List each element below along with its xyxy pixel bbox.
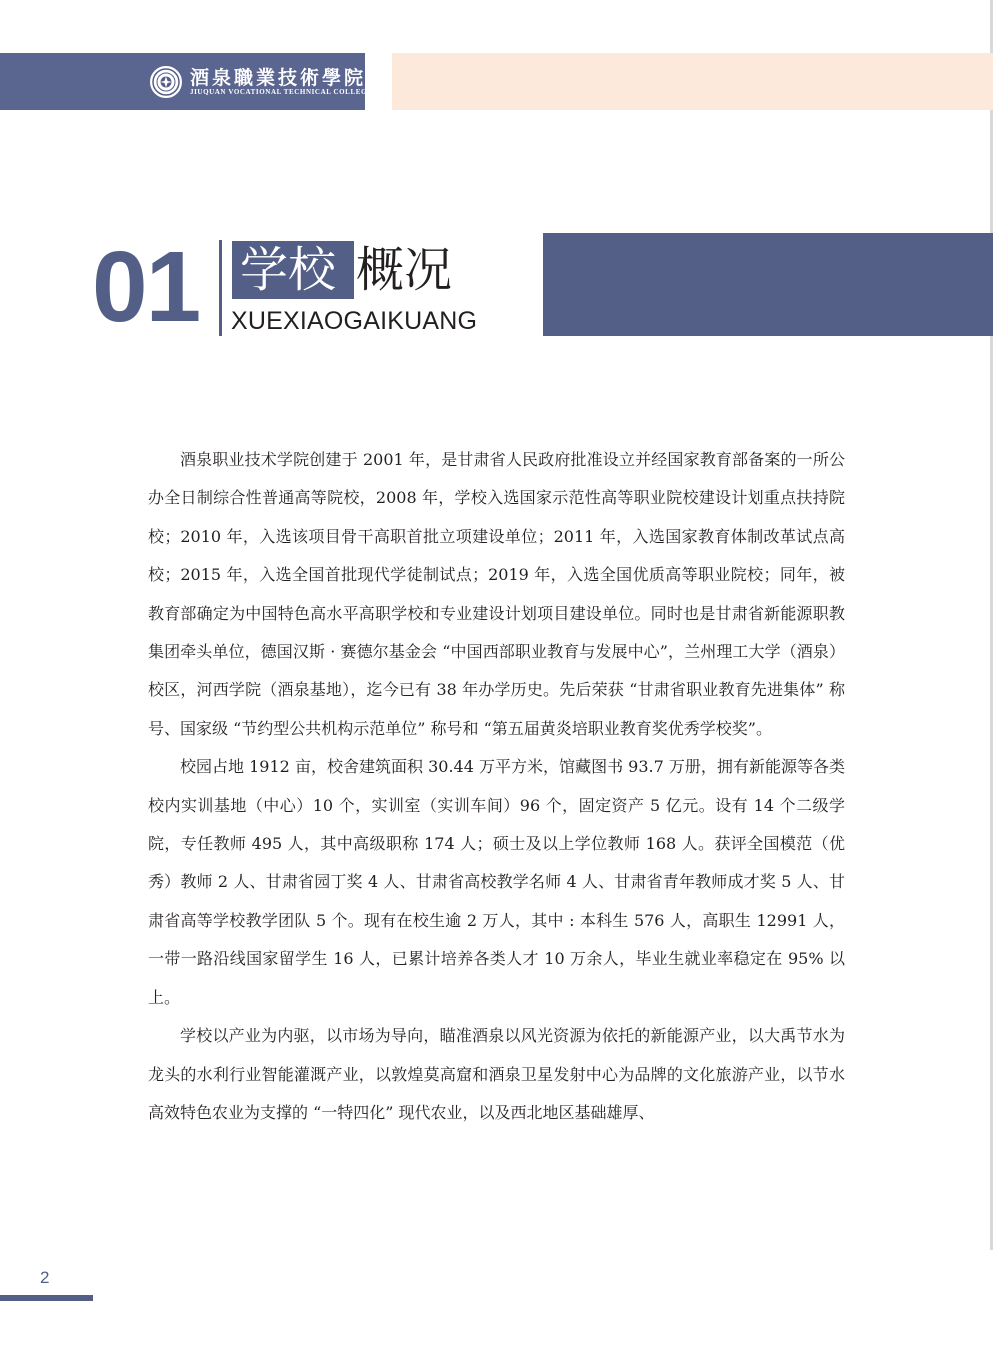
school-name-english: JIUQUAN VOCATIONAL TECHNICAL COLLEGE (190, 88, 373, 96)
header-accent-band (392, 53, 993, 110)
section-title-highlight: 学校 (240, 242, 337, 298)
page-number-bar (0, 1295, 93, 1301)
school-name-logo: 酒泉職業技術學院 (190, 67, 367, 89)
paragraph: 校园占地 1912 亩，校舍建筑面积 30.44 万平方米，馆藏图书 93.7 万册，拥有新能源等各类校内实训基地（中心）10 个，实训室（实训车间）96 个，固定资产 5 亿元。设有 14 个二级学院，专任教师 495 人，其中高级职称 174 人；硕士及以上学位教师 168 人。获评全国模范（优秀）教师 2 人、甘肃省园丁奖 4 人、甘肃省高校教学名师 4 人、甘肃省青年教师成才奖 5 人、甘肃省高等学校教学团队 5 个。现有在校生逾 2 万人，其中 : 本科生 576 人，高职生 12991 人，一带一路沿线国家留学生 16 人，已累计培养各类人才 10 万余人，毕业生就业率稳定在 95% 以上。 (148, 757, 845, 1007)
page-number: 2 (40, 1268, 50, 1287)
body-text (148, 441, 845, 1132)
section-title: 概况 (356, 242, 453, 298)
chapter-divider (219, 240, 222, 336)
school-seal-icon (150, 66, 182, 98)
paragraph: 酒泉职业技术学院创建于 2001 年，是甘肃省人民政府批准设立并经国家教育部备案的一所公办全日制综合性普通高等院校，2008 年，学校入选国家示范性高等职业院校建设计划重点扶持院校；2010 年，入选该项目骨干高职首批立项建设单位；2011 年，入选国家教育体制改革试点高校；2015 年，入选全国首批现代学徒制试点；2019 年，入选全国优质高等职业院校；同年，被教育部确定为中国特色高水平高职学校和专业建设计划项目建设单位。同时也是甘肃省新能源职教集团牵头单位，德国汉斯 · 赛德尔基金会 “中国西部职业教育与发展中心”，兰州理工大学（酒泉）校区，河西学院（酒泉基地），迄今已有 38 年办学历史。先后荣获 “甘肃省职业教育先进集体” 称号、国家级 “节约型公共机构示范单位” 称号和 “第五届黄炎培职业教育奖优秀学校奖”。 (148, 450, 845, 738)
section-title-pinyin: XUEXIAOGAIKUANG (231, 307, 478, 335)
chapter-number: 01 (92, 231, 200, 343)
title-decor-block (543, 233, 993, 336)
paragraph: 学校以产业为内驱，以市场为导向，瞄准酒泉以风光资源为依托的新能源产业，以大禹节水为龙头的水利行业智能灌溉产业，以敦煌莫高窟和酒泉卫星发射中心为品牌的文化旅游产业，以节水高效特色农业为支撑的 “一特四化” 现代农业，以及西北地区基础雄厚、 (148, 1026, 845, 1122)
